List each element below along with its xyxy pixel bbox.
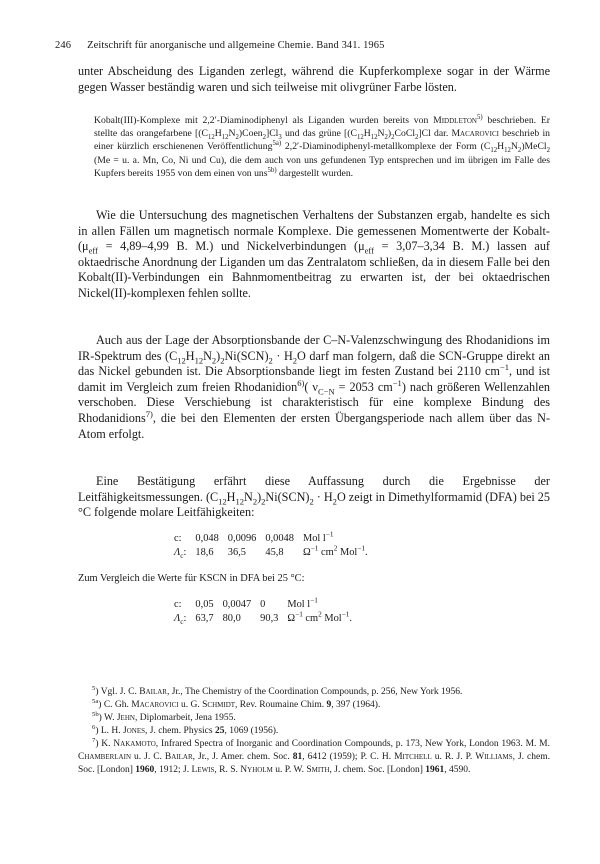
journal-title: Zeitschrift für anorganische und allgemeine Chemie. Band 341. 1965 [87,40,385,51]
footnote-ref: 5a) [272,140,282,148]
running-header [55,40,550,51]
table-cell: 0,0047 [222,599,252,610]
table-row [174,532,377,546]
footnote-5a: $^{5a}$) C. Gh. Macarovici u. G. Schmidt, Rev. Roumaine Chim. 9, 397 (1964). [92,697,381,710]
comparison-note: Zum Vergleich die Werte für KSCN in DFA bei 25 °C: [78,573,305,584]
table-row [174,612,361,626]
author-name: Macarovici [451,128,499,140]
row-label: c: [174,599,182,610]
table-row [174,598,361,612]
small-print-paragraph: Kobalt(III)-Komplexe mit 2,2′-Diaminodiphenyl als Liganden wurden bereits von Middleton$^{5)}$ beschrieben. Er stellte das orangefarbene $[(C_{12}H_{12}N_2)Coen_2]Cl_3$ und das grüne $[(C_{12}H_{12}N_2)_2CoCl_2]Cl$ dar. Macarovici beschrieb in einer kürzlich erschienenen Veröffentlichung$^{5a)}$ 2,2′-Diaminodiphenyl-metallkomplexe der Form $(C_{12}H_{12}N_2)MeCl_2$ (Me = u. a. Mn, Co, Ni und Cu), die dem auch von uns gefundenen Typ entsprechen und im übrigen im Falle des Kupfers bereits 1955 von dem einen von uns$^{5b)}$ dargestellt wurden. [94,113,550,179]
unit-cell: $\Omega^{-1}$ $cm^2$ Mol$^{-1}$. [287,610,353,625]
table-cell: 90,3 [260,613,279,625]
table-cell: 18,6 [195,547,214,559]
footnote-ref: 7) [145,408,153,419]
row-label: $\Lambda_c$: [174,613,187,627]
table-cell: 0,0096 [227,533,257,544]
ir-paragraph: Auch aus der Lage der Absorptionsbande der C–N-Valenzschwingung des Rhodanidions im IR-Spektrum des $(C_{12}H_{12}N_2)_2Ni(SCN)_2 \cdot H_2O$ darf man folgern, daß die SCN-Gruppe direkt an das Nickel gebunden ist. Die Absorptionsbande liegt im festen Zustand bei 2110 $cm^{-1}$, und ist damit im Vergleich zum freien Rhodanidion$^{6)}$( $\nu_{C-N} = 2053$ $cm^{-1}$) nach größeren Wellenzahlen verschoben. Diese Verschiebung ist charakteristisch für eine komplexe Bindung des Rhodanidions$^{7)}$, die bei den Elementen der ersten Übergangsperiode nach allem über das N-Atom erfolgt. [78,333,550,441]
table-cell: 0 [260,599,266,610]
unit-cell: Mol $l^{-1}$ [302,530,334,544]
magnetic-paragraph: Wie die Untersuchung des magnetischen Verhaltens der Substanzen ergab, handelte es sich in allen Fällen um magnetisch normale Komplexe. Die gemessenen Momentwerte der Kobalt- ($\mu_{eff} = 4,89-4,99$ B. M.) und Nickelverbindungen ($\mu_{eff} = 3,07-3,34$ B. M.) lassen auf oktaedrische Anordnung der Liganden um das Zentralatom schließen, da in diesem Falle bei den Kobalt(II)-Verbindungen ein Bahnmomentbeitrag zu erwarten ist, der bei oktaedrischen Nickel(II)-komplexen fehlen sollte. [78,208,550,300]
footnote-6: $^6$) L. H. Jones, J. chem. Physics 25, 1069 (1956). [92,723,279,736]
table-cell: 80,0 [222,613,241,625]
intro-paragraph: unter Abscheidung des Liganden zerlegt, während die Kupferkomplexe sogar in der Wärme gegen Wasser beständig waren und sich teilweise mit olivgrüner Farbe lösten. [78,64,550,94]
conductivity-paragraph: Eine Bestätigung erfährt diese Auffassung durch die Ergebnisse der Leitfähigkeitsmessungen. $(C_{12}H_{12}N_2)_2Ni(SCN)_2 \cdot H_2O$ zeigt in Dimethylformamid (DFA) bei 25 °C folgende molare Leitfähigkeiten: [78,474,550,520]
page-number: 246 [55,40,72,51]
table-cell: 36,5 [227,547,246,559]
footnotes [78,686,550,777]
table-cell: 0,048 [195,533,219,544]
footnote-ref: 5) [476,113,483,121]
footnote-7: $^7$) K. Nakamoto, Infrared Spectra of Inorganic and Coordination Compounds, p. 173, New York, London 1963. M. M. Chamberlain u. J. C. Bailar, Jr., J. Amer. chem. Soc. 81, 6412 (1959); P. C. H. Mitchell u. R. J. P. Williams, J. chem. Soc. [London] 1960, 1912; J. Lewis, R. S. Nyholm u. P. W. Smith, J. chem. Soc. [London] 1961, 4590. [78,736,550,775]
table-cell: 0,0048 [265,533,294,544]
unit-cell: $\Omega^{-1}$ $cm^2$ Mol$^{-1}$. [302,544,368,559]
footnote-5b: $^{5b}$) W. Jehn, Diplomarbeit, Jena 1955. [92,710,236,723]
author-name: Middleton [433,115,477,126]
row-label: c: [174,533,182,544]
footnote-ref: 5b) [267,166,277,174]
row-label: $\Lambda_c$: [174,547,187,561]
footnote-5: $^5$) Vgl. J. C. Bailar, Jr., The Chemistry of the Coordination Compounds, p. 256, New York 1956. [92,684,463,697]
table-cell: 45,8 [265,547,284,559]
table-cell: 0,05 [195,599,214,610]
footnote-ref: 6) [297,377,305,388]
unit-cell: Mol $l^{-1}$ [287,596,318,610]
table-cell: 63,7 [195,613,214,625]
kscn-conductivity-table [174,598,361,626]
table-row [174,546,377,560]
nickel-conductivity-table [174,532,377,560]
